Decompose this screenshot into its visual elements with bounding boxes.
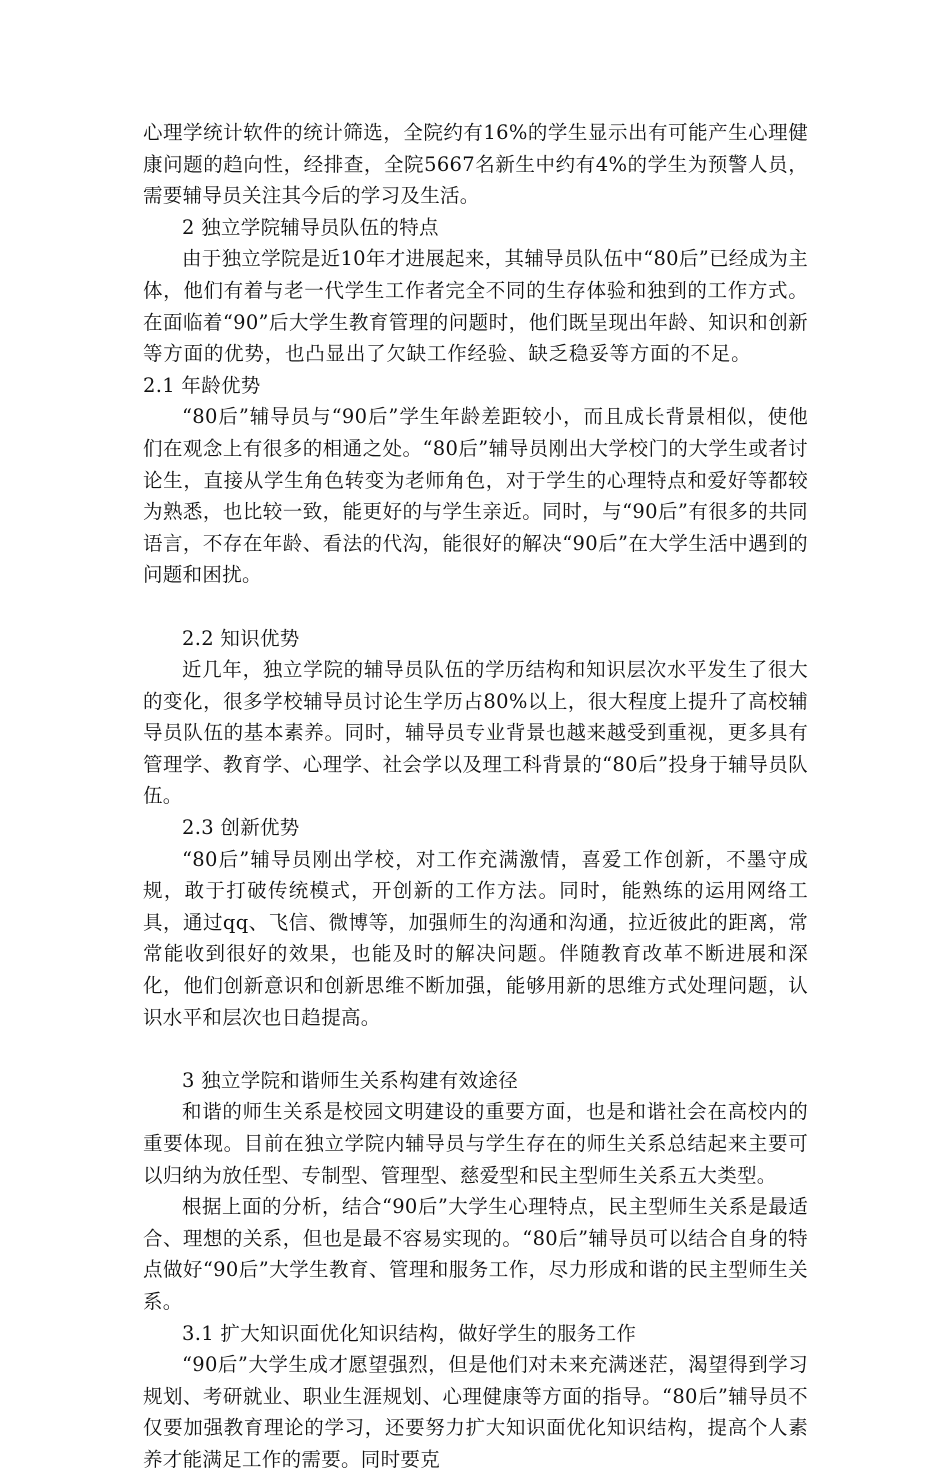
blank-line	[143, 1033, 808, 1065]
document-page	[143, 117, 808, 1476]
paragraph-section-2-text: 由于独立学院是近10年才进展起来，其辅导员队伍中“80后”已经成为主体，他们有着与老一代学生工作者完全不同的生存体验和独到的工作方式。在面临着“90”后大学生教育管理的问题时，他们既呈现出年龄、知识和创新等方面的优势，也凸显出了欠缺工作经验、缺乏稳妥等方面的不足。	[143, 247, 808, 366]
paragraph-section-2-1: “80后”辅导员与“90后”学生年龄差距较小，而且成长背景相似，使他们在观念上有很多的相通之处。“80后”辅导员刚出大学校门的大学生或者讨论生，直接从学生角色转变为老师角色，对于学生的心理特点和爱好等都较为熟悉，也比较一致，能更好的与学生亲近。同时，与“90后”有很多的共同语言，不存在年龄、看法的代沟，能很好的解决“90后”在大学生活中遇到的问题和困扰。	[143, 405, 808, 587]
section-heading-2-1: 2.1 年龄优势	[143, 373, 261, 397]
section-heading-2-3: 2.3 创新优势	[182, 816, 300, 840]
section-heading-2: 2 独立学院辅导员队伍的特点	[182, 215, 439, 239]
blank-line	[143, 591, 808, 623]
paragraph-intro: 心理学统计软件的统计筛选，全院约有16%的学生显示出有可能产生心理健康问题的趋向性，经排查，全院5667名新生中约有4%的学生为预警人员，需要辅导员关注其今后的学习及生活。	[143, 121, 808, 208]
paragraph-section-3-a: 和谐的师生关系是校园文明建设的重要方面，也是和谐社会在高校内的重要体现。目前在独立学院内辅导员与学生存在的师生关系总结起来主要可以归纳为放任型、专制型、管理型、慈爱型和民主型师生关系五大类型。	[143, 1100, 808, 1187]
paragraph-section-2-2: 近几年，独立学院的辅导员队伍的学历结构和知识层次水平发生了很大的变化，很多学校辅导员讨论生学历占80%以上，很大程度上提升了高校辅导员队伍的基本素养。同时，辅导员专业背景也越来越受到重视，更多具有管理学、教育学、心理学、社会学以及理工科背景的“80后”投身于辅导员队伍。	[143, 658, 808, 808]
paragraph-section-3-1: “90后”大学生成才愿望强烈，但是他们对未来充满迷茫，渴望得到学习规划、考研就业、职业生涯规划、心理健康等方面的指导。“80后”辅导员不仅要加强教育理论的学习，还要努力扩大知识面优化知识结构，提高个人素养才能满足工作的需要。同时要克	[143, 1353, 808, 1471]
paragraph-section-3-b: 根据上面的分析，结合“90后”大学生心理特点，民主型师生关系是最适合、理想的关系，但也是最不容易实现的。“80后”辅导员可以结合自身的特点做好“90后”大学生教育、管理和服务工作，尽力形成和谐的民主型师生关系。	[143, 1195, 808, 1313]
section-heading-3-1: 3.1 扩大知识面优化知识结构，做好学生的服务工作	[182, 1321, 637, 1345]
section-heading-3: 3 独立学院和谐师生关系构建有效途径	[182, 1068, 519, 1092]
paragraph-section-2-3: “80后”辅导员刚出学校，对工作充满激情，喜爱工作创新，不墨守成规，敢于打破传统模式，开创新的工作方法。同时，能熟练的运用网络工具，通过qq、飞信、微博等，加强师生的沟通和沟通，拉近彼此的距离，常常能收到很好的效果，也能及时的解决问题。伴随教育改革不断进展和深化，他们创新意识和创新思维不断加强，能够用新的思维方式处理问题，认识水平和层次也日趋提高。	[143, 847, 808, 1029]
section-heading-2-2: 2.2 知识优势	[182, 626, 300, 650]
paragraph-section-2	[143, 243, 808, 401]
